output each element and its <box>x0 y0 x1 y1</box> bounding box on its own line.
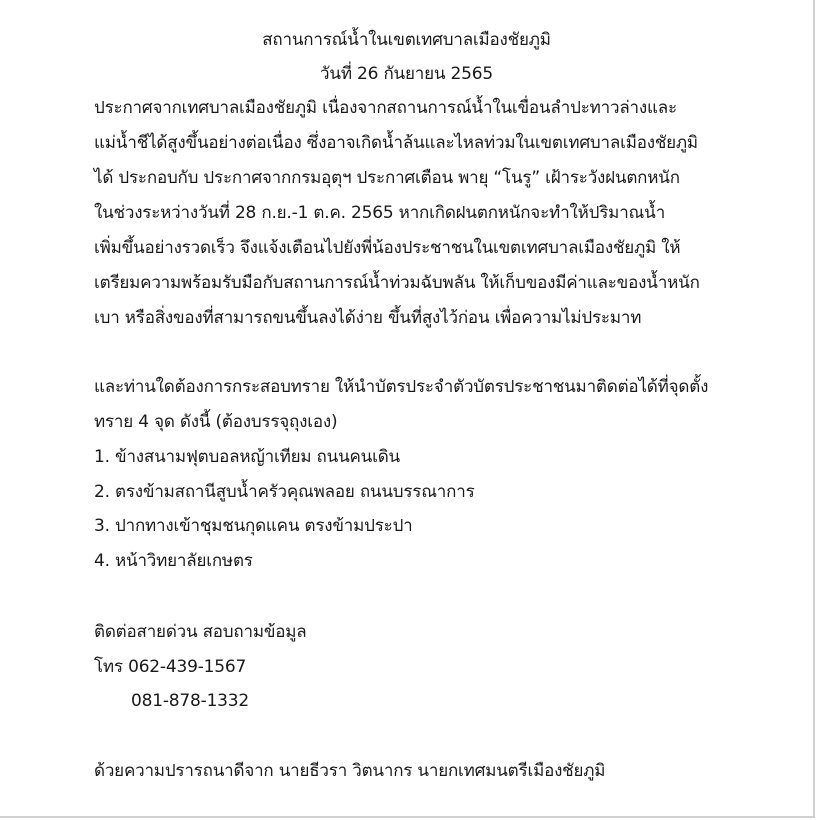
paragraph-line: ได้ ประกอบกับ ประกาศจากกรมอุตุฯ ประกาศเตือน พายุ “โนรู” เฝ้าระวังฝนตกหนัก <box>94 168 680 188</box>
paragraph-line: ทราย 4 จุด ดังนี้ (ต้องบรรจุถุงเอง) <box>94 412 338 432</box>
contact-phone-1: โทร 062-439-1567 <box>94 657 247 677</box>
paragraph-line: เพิ่มขึ้นอย่างรวดเร็ว จึงแจ้งเตือนไปยังพี่น้องประชาชนในเขตเทศบาลเมืองชัยภูมิ ให้ <box>94 238 681 258</box>
paragraph-line: ในช่วงระหว่างวันที่ 28 ก.ย.-1 ต.ค. 2565 หากเกิดฝนตกหนักจะทำให้ปริมาณน้ำ <box>94 203 666 223</box>
sandbag-point-item: 1. ข้างสนามฟุตบอลหญ้าเทียม ถนนคนเดิน <box>94 447 400 467</box>
contact-phone-2: 081-878-1332 <box>131 691 250 711</box>
document-date: วันที่ 26 กันยายน 2565 <box>320 64 493 84</box>
sandbag-point-item: 3. ปากทางเข้าชุมชนกุดแคน ตรงข้ามประปา <box>94 516 413 536</box>
paragraph-line: เบา หรือสิ่งของที่สามารถขนขึ้นลงได้ง่าย ขึ้นที่สูงไว้ก่อน เพื่อความไม่ประมาท <box>94 308 642 328</box>
document-title: สถานการณ์น้ำในเขตเทศบาลเมืองชัยภูมิ <box>262 30 551 50</box>
paragraph-line: แม่น้ำชีได้สูงขึ้นอย่างต่อเนื่อง ซึ่งอาจเกิดน้ำล้นและไหลท่วมในเขตเทศบาลเมืองชัยภูมิ <box>94 133 698 153</box>
sandbag-point-item: 2. ตรงข้ามสถานีสูบน้ำครัวคุณพลอย ถนนบรรณาการ <box>94 482 475 502</box>
closing-signature: ด้วยความปรารถนาดีจาก นายธีวรา วิตนากร นายกเทศมนตรีเมืองชัยภูมิ <box>94 761 606 781</box>
paragraph-line: และท่านใดต้องการกระสอบทราย ให้นำบัตรประจำตัวบัตรประชาชนมาติดต่อได้ที่จุดตั้ง <box>94 377 709 397</box>
paragraph-line: เตรียมความพร้อมรับมือกับสถานการณ์น้ำท่วมฉับพลัน ให้เก็บของมีค่าและของน้ำหนัก <box>94 273 700 293</box>
sandbag-point-item: 4. หน้าวิทยาลัยเกษตร <box>94 551 253 571</box>
contact-heading: ติดต่อสายด่วน สอบถามข้อมูล <box>94 622 307 642</box>
paragraph-line: ประกาศจากเทศบาลเมืองชัยภูมิ เนื่องจากสถานการณ์น้ำในเขื่อนลำปะทาวล่างและ <box>94 98 677 118</box>
